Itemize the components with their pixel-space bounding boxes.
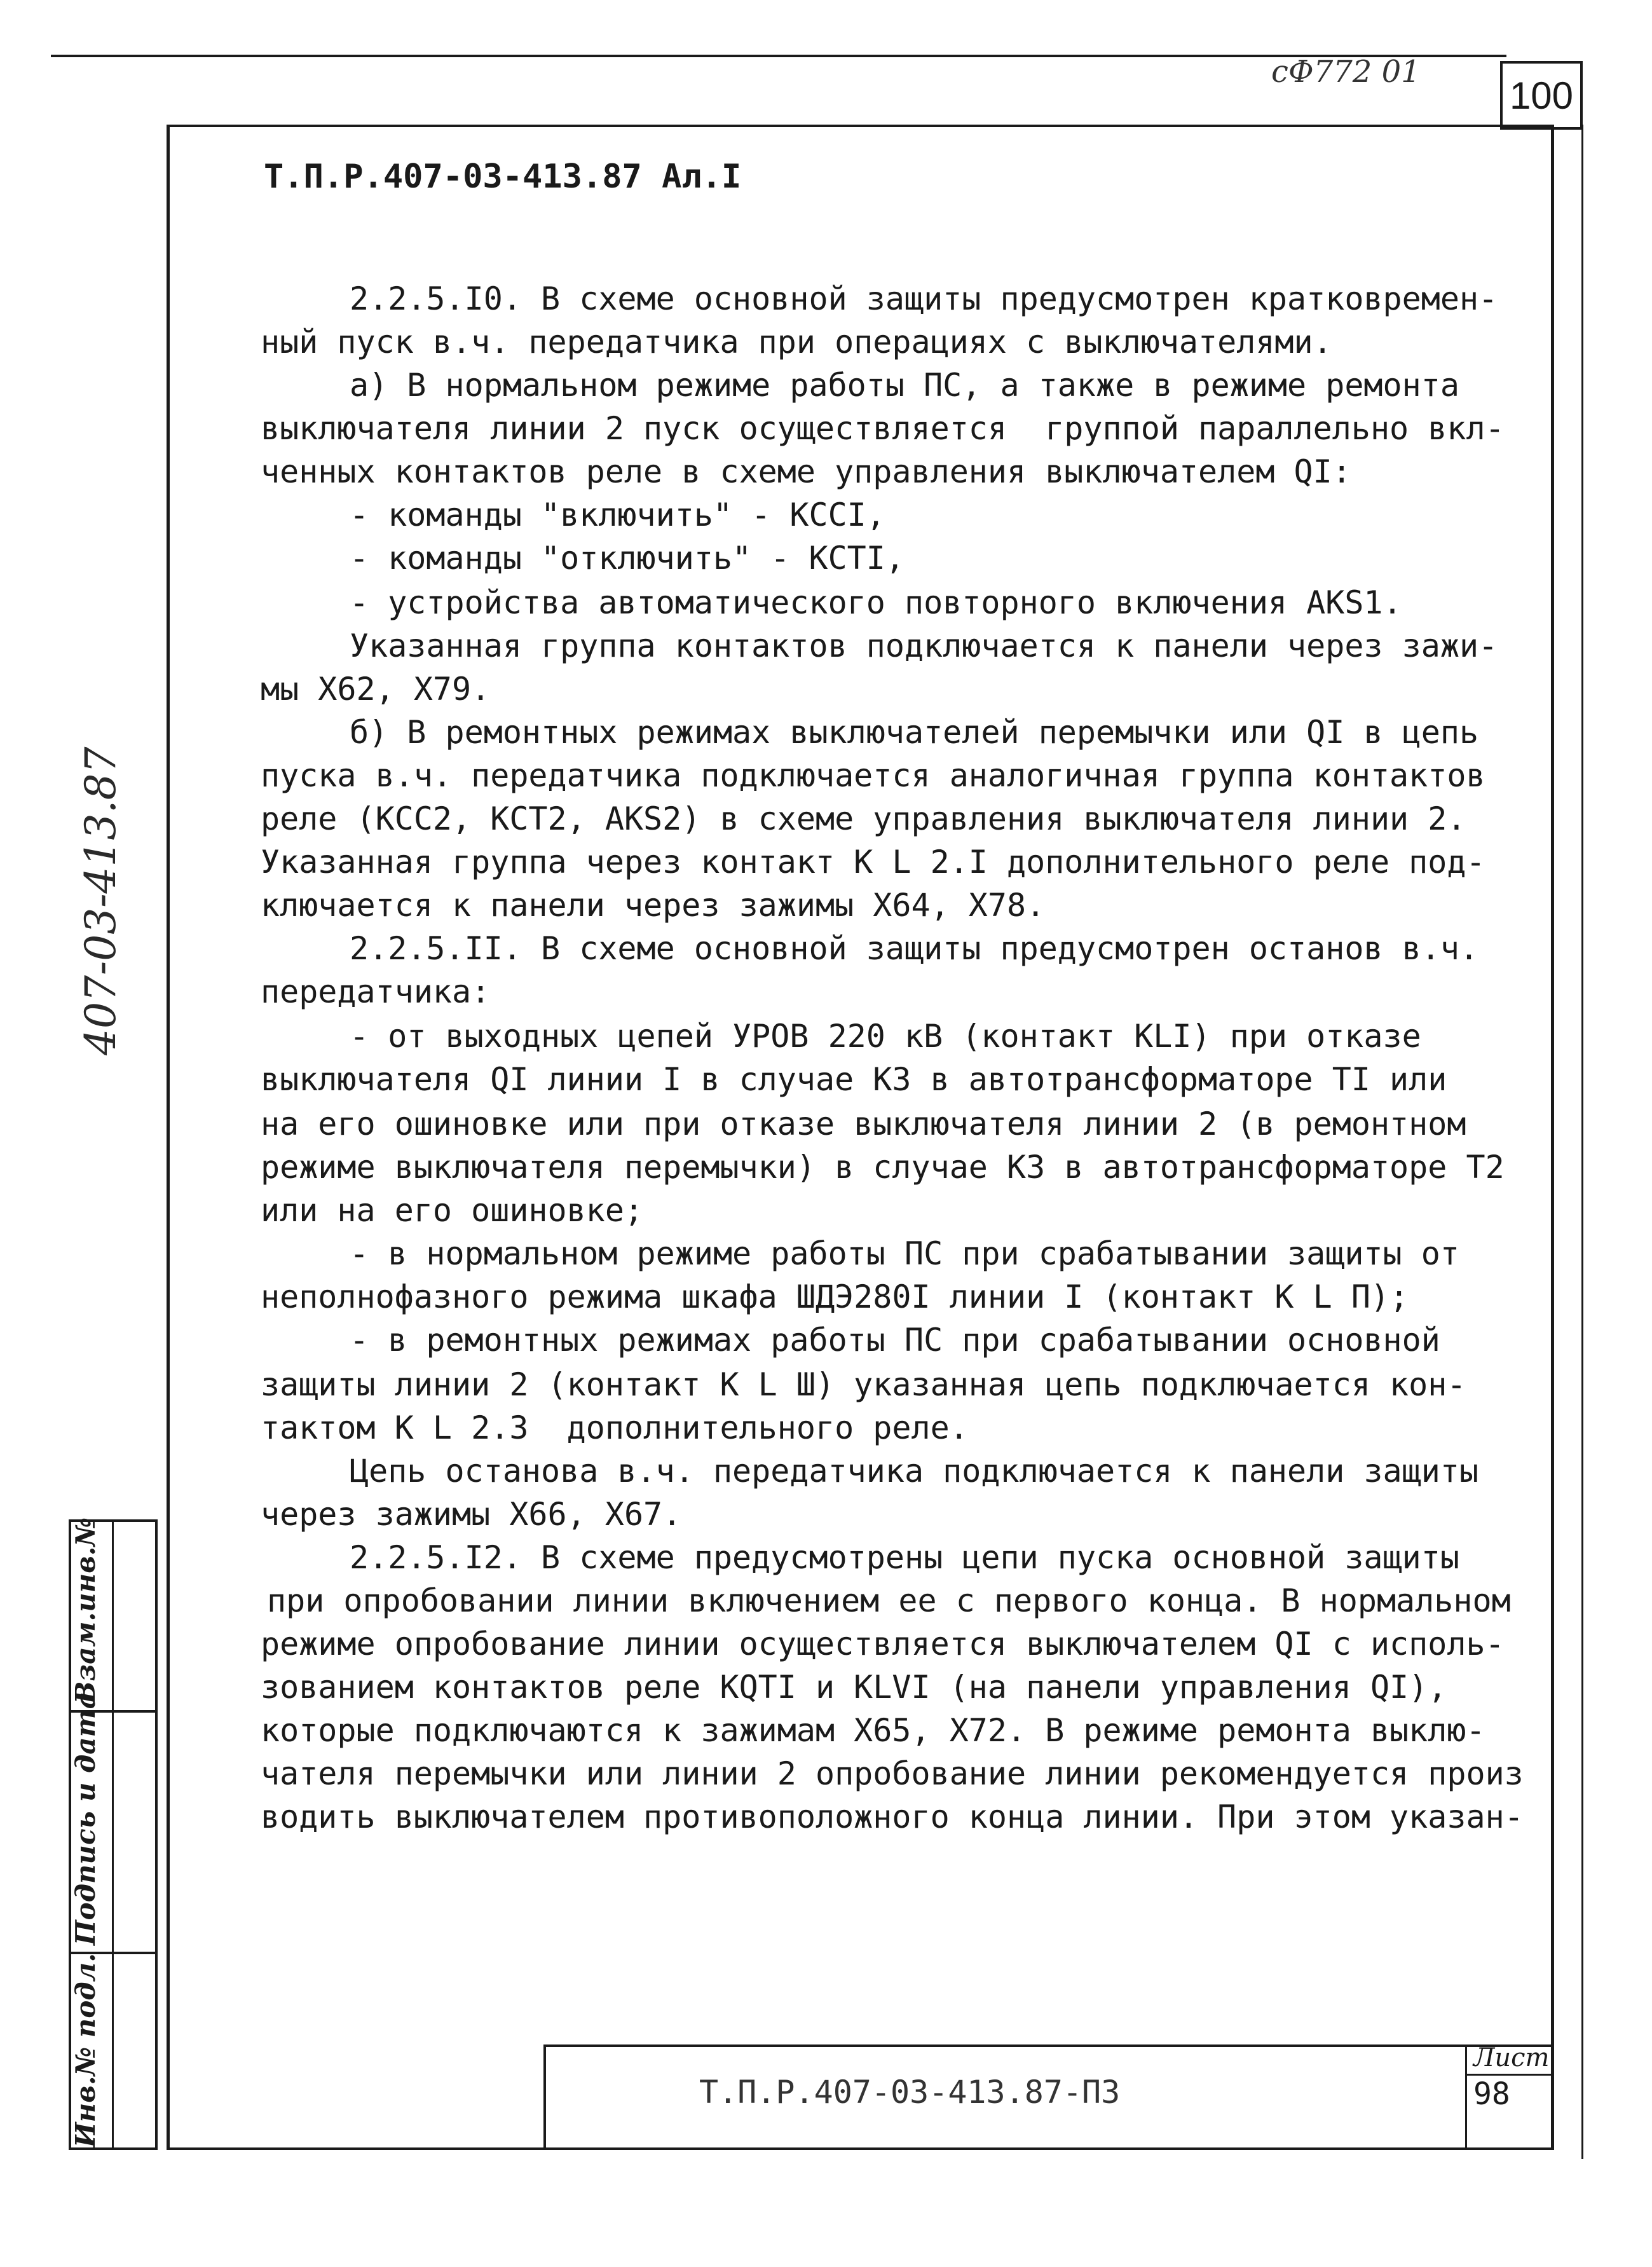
sheet-number: 98	[1473, 2076, 1510, 2112]
body-line: реле (КСС2, КСТ2, АКS2) в схеме управления выключателя линии 2.	[261, 800, 1466, 837]
body-line: ключается к панели через зажимы Х64, Х78.	[261, 887, 1046, 924]
body-line: защиты линии 2 (контакт К L Ш) указанная цепь подключается кон-	[261, 1366, 1466, 1403]
body-line: выключателя линии 2 пуск осуществляется группой параллельно вкл-	[261, 410, 1505, 447]
margin-label-signature-date: Подпись и дата	[70, 1691, 101, 1945]
body-line: - в нормальном режиме работы ПС при срабатывании защиты от	[350, 1235, 1459, 1272]
body-line: водить выключателем противоположного конца линии. При этом указан-	[261, 1798, 1524, 1835]
page-number: 100	[1509, 74, 1574, 117]
frame-right-outer-line	[1581, 125, 1583, 2159]
body-line: при опробовании линии включением ее с первого конца. В нормальном	[267, 1582, 1511, 1619]
body-line: Указанная группа через контакт К L 2.I дополнительного реле под-	[261, 844, 1485, 880]
body-line: ченных контактов реле в схеме управления выключателем QI:	[261, 453, 1351, 490]
margin-label-replaced-inv: Взам.инв.№	[70, 1517, 101, 1704]
body-line: выключателя QI линии I в случае КЗ в автотрансформаторе ТI или	[261, 1061, 1447, 1098]
title-block-sheet-divider	[1465, 2044, 1467, 2150]
title-block-sheet-rule	[1465, 2074, 1554, 2076]
body-line: - от выходных цепей УРОВ 220 кВ (контакт КLI) при отказе	[350, 1018, 1421, 1055]
body-line: - команды "включить" - КССI,	[350, 497, 885, 533]
body-line: 2.2.5.I0. В схеме основной защиты предусмотрен кратковремен-	[350, 280, 1498, 317]
body-line: через зажимы Х66, Х67.	[261, 1496, 682, 1533]
body-line: а) В нормальном режиме работы ПС, а также в режиме ремонта	[350, 367, 1459, 404]
page-number-box	[1500, 61, 1583, 130]
body-line: режиме выключателя перемычки) в случае КЗ в автотрансформаторе Т2	[261, 1149, 1505, 1186]
margin-label-inv-orig: Инв.№ подл.	[70, 1953, 101, 2147]
margin-divider-inner	[112, 1519, 114, 2150]
body-line: пуска в.ч. передатчика подключается аналогичная группа контактов	[261, 757, 1485, 794]
body-line: 2.2.5.I2. В схеме предусмотрены цепи пуска основной защиты	[350, 1539, 1459, 1576]
body-line: Указанная группа контактов подключается к панели через зажи-	[350, 627, 1498, 664]
header-doc-code: Т.П.Р.407-03-413.87 Ал.I	[264, 158, 742, 196]
body-line: Цепь останова в.ч. передатчика подключается к панели защиты	[350, 1453, 1479, 1490]
title-block-doc-code: Т.П.Р.407-03-413.87-ПЗ	[699, 2074, 1121, 2111]
side-stamp: 407-03-413.87	[76, 746, 125, 1055]
body-line: зованием контактов реле КQТI и КLVI (на панели управления QI),	[261, 1669, 1447, 1706]
body-line: тактом К L 2.3 дополнительного реле.	[261, 1409, 969, 1446]
frame-right-line	[1551, 125, 1554, 2150]
body-line: передатчика:	[261, 973, 491, 1010]
body-line: на его ошиновке или при отказе выключателя линии 2 (в ремонтном	[261, 1106, 1466, 1142]
body-line: мы Х62, Х79.	[261, 671, 491, 708]
body-line: - устройства автоматического повторного включения AKS1.	[350, 584, 1402, 621]
body-line: которые подключаются к зажимам Х65, Х72. В режиме ремонта выклю-	[261, 1712, 1485, 1749]
sheet-label: Лист	[1473, 2043, 1550, 2072]
body-line: ный пуск в.ч. передатчика при операциях с выключателями.	[261, 324, 1332, 360]
body-line: - команды "отключить" - КСТI,	[350, 540, 905, 577]
body-line: чателя перемычки или линии 2 опробование линии рекомендуется произ	[261, 1755, 1524, 1792]
body-line: режиме опробование линии осуществляется выключателем QI с исполь-	[261, 1626, 1505, 1662]
archive-code: сФ772 01	[1271, 54, 1421, 90]
body-line: неполнофазного режима шкафа ШДЭ280I линии I (контакт К L П);	[261, 1278, 1409, 1315]
body-line: 2.2.5.II. В схеме основной защиты предусмотрен останов в.ч.	[350, 930, 1479, 967]
body-line: - в ремонтных режимах работы ПС при срабатывании основной	[350, 1322, 1440, 1359]
body-line: или на его ошиновке;	[261, 1192, 644, 1229]
body-line: б) В ремонтных режимах выключателей перемычки или QI в цепь	[350, 714, 1479, 751]
